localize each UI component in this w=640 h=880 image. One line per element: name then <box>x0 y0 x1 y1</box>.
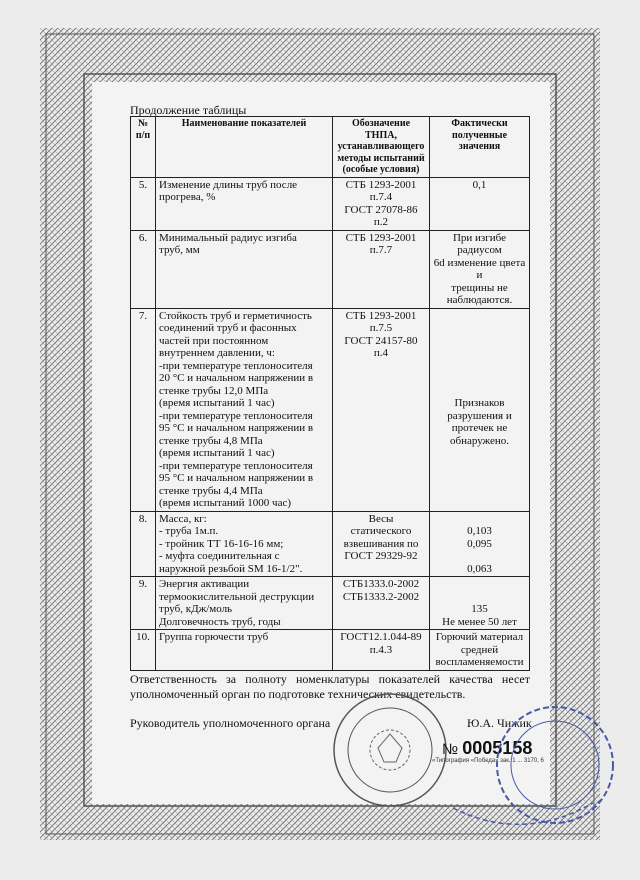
row-number: 10. <box>131 630 156 671</box>
row-method-line: п.7.7 <box>369 244 393 256</box>
row-method-line: взвешивания по <box>343 537 419 550</box>
row-actual-value-line: 6d изменение цвета и <box>433 256 526 281</box>
row-actual-value-line: 135 <box>471 603 488 615</box>
row-indicator <box>156 230 333 308</box>
row-indicator-line: Энергия активации <box>159 578 250 590</box>
row-method-line: статического <box>350 525 412 537</box>
row-indicator-line: -при температуре теплоносителя <box>159 359 313 372</box>
table-row <box>131 230 530 308</box>
row-indicator <box>156 177 333 230</box>
head-label: Руководитель уполномоченного органа <box>130 716 331 730</box>
row-method <box>333 177 430 230</box>
row-indicator-line: Масса, кг: <box>159 512 207 525</box>
row-indicator-line: - тройник ТТ 16-16-16 мм; <box>159 537 284 550</box>
row-number: 8. <box>131 511 156 577</box>
row-indicator-line: прогрева, % <box>159 191 216 203</box>
row-actual-value-line: протечек не <box>451 422 508 434</box>
row-method-line: п.7.5 <box>369 322 393 334</box>
blue-stamp-partial <box>448 798 598 838</box>
table-row <box>131 177 530 230</box>
row-method-line: СТБ1333.0-2002 <box>342 578 420 590</box>
row-actual-value-line <box>433 385 526 398</box>
table-row <box>131 630 530 671</box>
row-indicator-line: труб, кДж/моль <box>159 603 233 615</box>
row-indicator-line: внутреннем давлении, ч: <box>159 347 275 359</box>
table-header-row <box>131 117 530 178</box>
row-indicator-line: Стойкость труб и герметичность <box>159 309 312 322</box>
row-actual-value-line <box>433 335 526 348</box>
table-row <box>131 577 530 630</box>
table-row <box>131 511 530 577</box>
row-actual-value-line <box>433 310 526 323</box>
row-indicator-line: Минимальный радиус изгиба <box>159 231 297 244</box>
row-actual-value <box>430 177 530 230</box>
responsibility-note: Ответственность за полноту номенклатуры показателей качества несет уполномоченный орган по подготовке технических свидетельств. <box>130 672 530 701</box>
row-actual-value-line: воспламеняемости <box>435 656 524 668</box>
header-num: № п/п <box>131 117 156 178</box>
row-actual-value-line <box>433 322 526 335</box>
row-indicator <box>156 630 333 671</box>
row-method-line: СТБ1333.2-2002 <box>342 590 420 603</box>
row-actual-value-line: Признаков <box>454 397 505 409</box>
row-indicator-line: 95 °С и начальном напряжении в <box>159 422 314 434</box>
form-number-value: 0005158 <box>462 738 533 758</box>
row-actual-value-line: 0,103 <box>467 525 492 537</box>
specifications-table <box>130 116 530 671</box>
row-actual-value-line <box>433 578 526 591</box>
row-number: 6. <box>131 230 156 308</box>
row-method-line: п.7.4 <box>369 191 393 203</box>
row-method <box>333 577 430 630</box>
row-number: 9. <box>131 577 156 630</box>
row-actual-value-line: Не менее 50 лет <box>442 615 517 628</box>
row-indicator-line: стенке трубы 12,0 МПа <box>159 384 269 397</box>
row-actual-value-line <box>433 513 526 526</box>
form-number-label: № <box>442 741 459 758</box>
row-actual-value-line <box>433 591 526 604</box>
row-number: 7. <box>131 308 156 511</box>
row-actual-value-line: Горючий материал <box>435 631 524 643</box>
row-method-line: СТБ 1293-2001 <box>345 309 417 322</box>
table-caption: Продолжение таблицы <box>130 103 247 117</box>
row-actual-value <box>430 630 530 671</box>
row-indicator-line: Изменение длины труб после <box>159 178 298 191</box>
header-method: Обозначение ТНПА, устанавливающего методы испытаний (особые условия) <box>333 117 430 178</box>
row-method-line: СТБ 1293-2001 <box>345 231 417 244</box>
row-actual-value-line <box>433 347 526 360</box>
row-indicator <box>156 511 333 577</box>
row-indicator-line: Группа горючести труб <box>159 631 269 643</box>
row-method-line: п.2 <box>373 216 389 228</box>
row-method-line: ГОСТ 27078-86 <box>344 203 418 216</box>
row-method-line: ГОСТ 24157-80 <box>344 334 418 347</box>
row-indicator-line: труб, мм <box>159 244 200 256</box>
row-actual-value-line: 0,063 <box>467 562 492 575</box>
row-number: 5. <box>131 177 156 230</box>
row-indicator-line: (время испытаний 1000 час) <box>159 497 291 509</box>
row-actual-value-line: разрушения и <box>447 409 512 422</box>
row-indicator-line: термоокислительной деструкции <box>159 590 315 603</box>
row-indicator-line: - муфта соединительная с <box>159 550 280 562</box>
print-note: «Типография «Победа» зак. 1 ... 3170, 6 <box>432 758 544 764</box>
row-indicator-line: стенке трубы 4,4 МПа <box>159 484 263 497</box>
row-method-line: п.4.3 <box>369 643 393 656</box>
row-indicator-line: 20 °С и начальном напряжении в <box>159 372 314 384</box>
row-indicator <box>156 308 333 511</box>
row-actual-value-line <box>433 372 526 385</box>
row-actual-value-line: При изгибе радиусом <box>452 231 507 256</box>
row-actual-value <box>430 308 530 511</box>
row-indicator-line: 95 °С и начальном напряжении в <box>159 472 314 484</box>
row-indicator <box>156 577 333 630</box>
row-indicator-line: наружной резьбой SM 16-1/2". <box>159 562 303 575</box>
row-actual-value-line: 0,1 <box>472 178 487 191</box>
row-actual-value-line <box>433 360 526 373</box>
row-indicator-line: -при температуре теплоносителя <box>159 409 313 422</box>
row-indicator-line: (время испытаний 1 час) <box>159 397 275 409</box>
row-actual-value-line: средней <box>460 643 499 656</box>
row-method-line: СТБ 1293-2001 <box>345 178 417 191</box>
row-indicator-line: соединений труб и фасонных <box>159 322 297 334</box>
row-method <box>333 308 430 511</box>
row-indicator-line: (время испытаний 1 час) <box>159 447 275 459</box>
row-actual-value-line: трещины не <box>451 281 508 294</box>
row-actual-value <box>430 577 530 630</box>
row-actual-value-line: наблюдаются. <box>446 294 513 306</box>
row-indicator-line: частей при постоянном <box>159 334 269 347</box>
row-indicator-line: - труба 1м.п. <box>159 525 219 537</box>
row-method-line: п.4 <box>373 347 389 359</box>
row-method-line: ГОСТ 29329-92 <box>344 550 418 562</box>
row-actual-value <box>430 511 530 577</box>
header-name: Наименование показателей <box>156 117 333 178</box>
row-method <box>333 230 430 308</box>
row-method <box>333 511 430 577</box>
header-actual: Фактически полученные значения <box>430 117 530 178</box>
table-body <box>131 177 530 670</box>
row-method-line: Весы <box>368 512 394 525</box>
row-indicator-line: -при температуре теплоносителя <box>159 459 313 472</box>
head-name: Ю.А. Чижик <box>467 716 532 730</box>
row-indicator-line: стенке трубы 4,8 МПа <box>159 434 263 447</box>
row-method-line: ГОСТ12.1.044-89 <box>340 631 422 643</box>
table-row <box>131 308 530 511</box>
row-actual-value <box>430 230 530 308</box>
row-indicator-line: Долговечность труб, годы <box>159 615 281 628</box>
row-actual-value-line: 0,095 <box>467 537 492 550</box>
row-actual-value-line: обнаружено. <box>449 434 510 447</box>
row-actual-value-line <box>433 550 526 563</box>
official-seal <box>330 690 450 810</box>
row-method <box>333 630 430 671</box>
